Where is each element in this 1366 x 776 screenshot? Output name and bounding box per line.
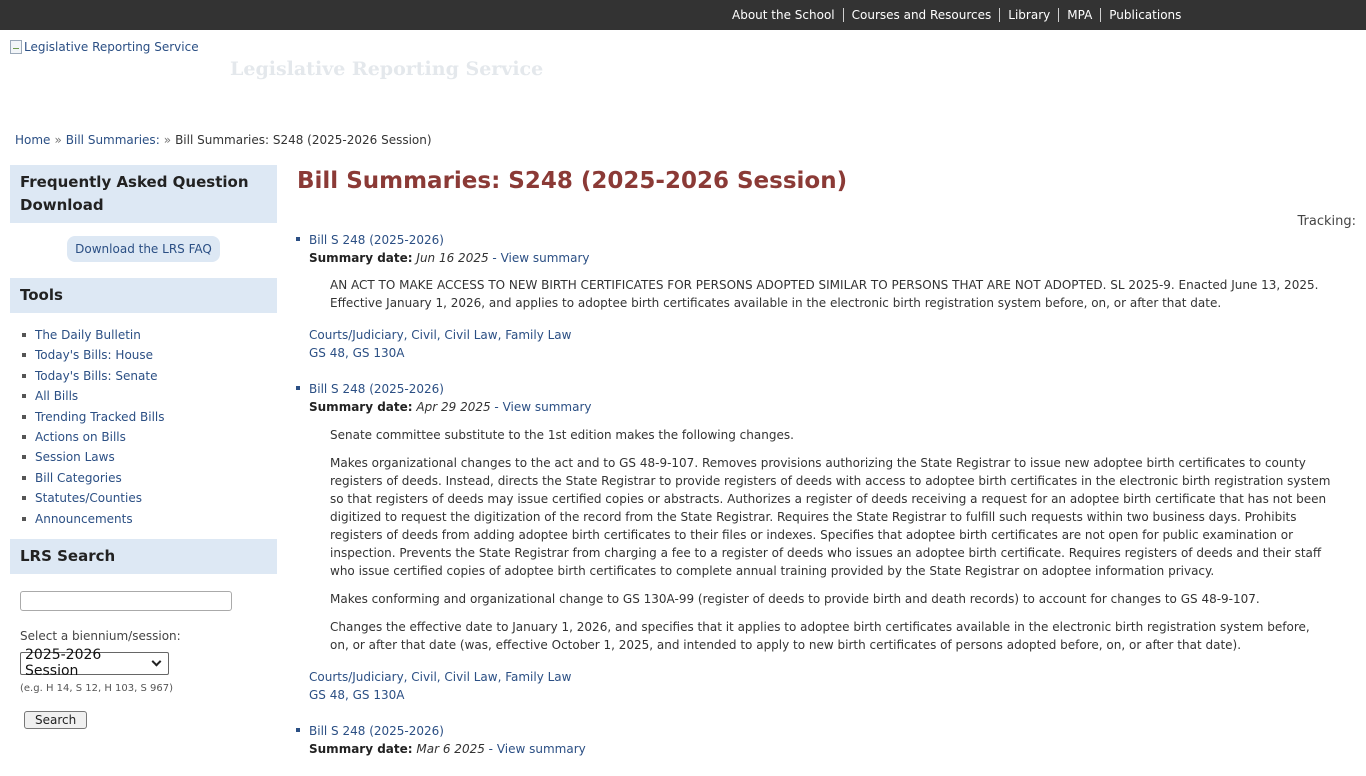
summary-date-label: Summary date: [309, 400, 413, 414]
bill-link[interactable]: Bill S 248 (2025-2026) [309, 724, 444, 738]
breadcrumb-separator: » [54, 133, 62, 147]
tools-block-title: Tools [10, 278, 277, 313]
list-item [20, 325, 277, 345]
topnav-about[interactable]: About the School [732, 8, 835, 22]
bill-link[interactable]: Bill S 248 (2025-2026) [309, 382, 444, 396]
tool-todays-bills-senate[interactable]: Today's Bills: Senate [35, 368, 158, 383]
summary-date-label: Summary date: [309, 742, 413, 756]
view-summary-link[interactable]: View summary [496, 742, 586, 756]
list-item [20, 468, 277, 488]
summaries-list [292, 231, 1332, 776]
list-item [20, 488, 277, 508]
broken-image-icon [10, 40, 22, 54]
breadcrumb-bill-summaries[interactable]: Bill Summaries: [65, 133, 160, 147]
list-item [20, 345, 277, 365]
summary-dash: - [484, 742, 497, 756]
list-item [20, 427, 277, 447]
summary-paragraph: Changes the effective date to January 1, 2026, and specifies that it applies to adoptee birth certificates available in the electronic birth registration system before, on, or after that date (was, effective October 1, 2025, and intended to apply to new birth certificates of persons adopted before, on, or after that date). [330, 620, 1310, 652]
sidebar [10, 165, 277, 729]
session-select[interactable] [20, 647, 169, 680]
breadcrumb-home[interactable]: Home [15, 133, 51, 147]
tool-statutes-counties[interactable]: Statutes/Counties [35, 491, 142, 506]
tools-list [10, 313, 277, 539]
list-item [20, 509, 277, 529]
tracking-label: Tracking: [1297, 214, 1356, 229]
site-title: Legislative Reporting Service [230, 58, 544, 80]
summary-date-value: Apr 29 2025 [416, 400, 491, 414]
faq-block [10, 223, 277, 278]
summary-statutes-link[interactable]: GS 48, GS 130A [309, 688, 405, 702]
breadcrumb-current: Bill Summaries: S248 (2025-2026 Session) [175, 133, 432, 147]
list-item [292, 380, 1332, 704]
topnav-publications[interactable]: Publications [1100, 8, 1189, 22]
search-block-title: LRS Search [10, 539, 277, 574]
topnav-mpa[interactable]: MPA [1058, 8, 1100, 22]
session-select-label: Select a biennium/session: [20, 628, 181, 643]
logo-alt-text: Legislative Reporting Service [24, 40, 199, 54]
list-item [20, 447, 277, 467]
tool-todays-bills-house[interactable]: Today's Bills: House [35, 348, 154, 363]
list-item [20, 407, 277, 427]
list-item [20, 366, 277, 386]
summary-body [309, 416, 1332, 654]
summary-paragraph: AN ACT TO MAKE ACCESS TO NEW BIRTH CERTIFICATES FOR PERSONS ADOPTED SIMILAR TO PERSONS THAT ARE NOT ADOPTED. SL 2025-9. Enacted June 13, 2025. Effective January 1, 2026, and applies to adoptee birth certificates available in the electronic birth registration system before, on, or after that date. [330, 278, 1319, 310]
summary-categories-link[interactable]: Courts/Judiciary, Civil, Civil Law, Family Law [309, 328, 572, 342]
search-block [10, 574, 277, 729]
tool-all-bills[interactable]: All Bills [35, 389, 79, 404]
search-input[interactable] [20, 591, 232, 611]
summary-paragraph: Makes conforming and organizational change to GS 130A-99 (register of deeds to provide birth and death records) to account for changes to GS 48-9-107. [330, 592, 1260, 606]
tool-daily-bulletin[interactable]: The Daily Bulletin [35, 328, 141, 342]
summary-paragraph: Makes organizational changes to the act and to GS 48-9-107. Removes provisions authorizing the State Registrar to issue new adoptee birth certificates to county registers of deeds. Instead, directs the State Registrar to provide registers of deeds with access to adoptee birth certificates in the electronic birth registration system so that registers of deeds may issue certified copies or abstracts. Authorizes a register of deeds receiving a request for an adoptee birth certificate that has not been digitized to request the digitization of the record from the State Registrar. Requires the State Registrar to fulfill such requests within two business days. Prohibits registers of deeds from adding adoptee birth certificates to their files or indexes. Specifies that adoptee birth certificates are not open for public examination or inspection. Prevents the State Registrar from charging a fee to a register of deeds who issues an adoptee birth certificate. Requires registers of deeds and their staff who issue certified copies of adoptee birth certificates to complete annual training provided by the State Registrar on adoptee information privacy. [330, 456, 1331, 578]
tool-announcements[interactable]: Announcements [35, 511, 133, 526]
summary-statutes-link[interactable]: GS 48, GS 130A [309, 346, 405, 360]
search-example-hint: (e.g. H 14, S 12, H 103, S 967) [20, 682, 173, 694]
list-item [292, 231, 1332, 362]
topnav-courses[interactable]: Courses and Resources [843, 8, 1000, 22]
summary-dash: - [488, 251, 501, 265]
tool-session-laws[interactable]: Session Laws [35, 450, 115, 465]
top-bar [0, 0, 1366, 30]
session-select-value: 2025-2026 Session [25, 647, 102, 680]
search-button[interactable]: Search [24, 711, 87, 729]
summary-dash: - [490, 400, 503, 414]
tool-trending-tracked-bills[interactable]: Trending Tracked Bills [35, 409, 165, 424]
summary-date-value: Mar 6 2025 [416, 742, 485, 756]
summary-categories-link[interactable]: Courts/Judiciary, Civil, Civil Law, Family Law [309, 670, 572, 684]
download-faq-button[interactable]: Download the LRS FAQ [67, 236, 220, 262]
view-summary-link[interactable]: View summary [502, 400, 592, 414]
breadcrumb-separator: » [163, 133, 172, 147]
topnav-library[interactable]: Library [999, 8, 1058, 22]
tool-actions-on-bills[interactable]: Actions on Bills [35, 430, 126, 445]
breadcrumb [15, 133, 432, 147]
list-item [20, 386, 277, 406]
top-nav [724, 0, 1189, 30]
summary-body [309, 267, 1332, 312]
summary-paragraph: Senate committee substitute to the 1st edition makes the following changes. [330, 428, 794, 442]
view-summary-link[interactable]: View summary [500, 251, 590, 265]
page-title: Bill Summaries: S248 (2025-2026 Session) [297, 168, 848, 194]
site-logo-link[interactable] [10, 40, 199, 54]
summary-date-value: Jun 16 2025 [416, 251, 489, 265]
list-item [292, 722, 1332, 758]
bill-link[interactable]: Bill S 248 (2025-2026) [309, 233, 444, 247]
summary-date-label: Summary date: [309, 251, 413, 265]
tool-bill-categories[interactable]: Bill Categories [35, 470, 122, 485]
faq-block-title: Frequently Asked Question Download [10, 165, 277, 223]
